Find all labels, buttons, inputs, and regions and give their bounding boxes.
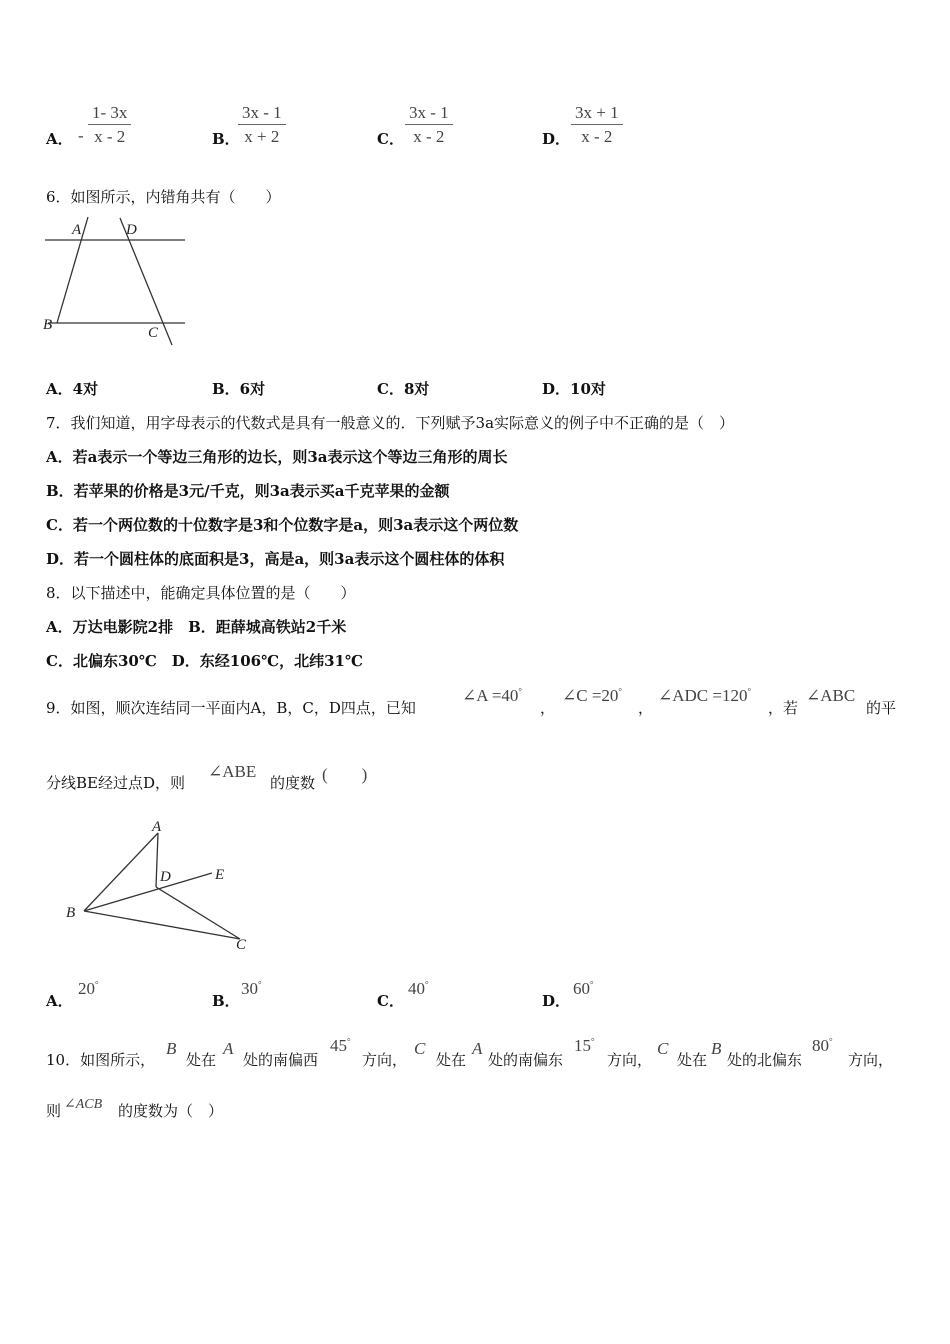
q6-option-b: B．6对 — [212, 380, 266, 398]
q10-text-9: 方向， — [848, 1051, 894, 1069]
q10-text-7: 处在 — [677, 1051, 708, 1069]
q9-label-b: B — [66, 905, 76, 921]
q9-figure — [60, 815, 260, 955]
q5-option-d-numerator: 3x + 1 — [571, 102, 623, 125]
q7-option-b: B．若苹果的价格是3元/千克，则3a表示买a千克苹果的金额 — [46, 482, 450, 500]
q6-label-c: C — [148, 325, 159, 341]
q9-label-e: E — [215, 867, 225, 883]
q9-option-b-value: 30° — [241, 979, 262, 998]
q8-options-line2: C．北偏东30℃ D．东经106℃，北纬31℃ — [46, 652, 363, 670]
q10-point-a-1: A — [223, 1039, 234, 1058]
q5-option-a-numerator: 1- 3x — [88, 102, 131, 125]
q5-option-d-denominator: x - 2 — [581, 127, 613, 146]
q10-angle-acb: ∠ACB — [64, 1097, 103, 1112]
q9-option-d-letter: D． — [542, 992, 571, 1010]
q5-option-b-denominator: x + 2 — [244, 127, 280, 146]
q5-option-c-letter: C． — [377, 130, 404, 148]
q10-degree-1: 45° — [330, 1036, 351, 1055]
q7-option-a: A．若a表示一个等边三角形的边长，则3a表示这个等边三角形的周长 — [46, 448, 508, 466]
q9-angle-abc: ∠ABC — [806, 686, 856, 705]
q6-figure — [40, 215, 190, 350]
q10-text-2: 处的南偏西 — [243, 1051, 319, 1069]
q9-label-c: C — [236, 937, 247, 953]
q9-angle-abe: ∠ABE — [208, 762, 257, 781]
q5-option-d-letter: D． — [542, 130, 571, 148]
q6-stem: 6．如图所示，内错角共有（ ） — [46, 188, 281, 206]
q6-label-b: B — [43, 317, 53, 333]
q9-label-a: A — [152, 819, 162, 835]
q5-option-b-fraction — [238, 102, 286, 149]
q9-line2-end: 的度数 — [270, 774, 316, 792]
q10-text-3: 方向， — [362, 1051, 408, 1069]
q9-option-c-value: 40° — [408, 979, 429, 998]
q6-option-a: A．4对 — [46, 380, 99, 398]
q8-stem: 8．以下描述中，能确定具体位置的是（ ） — [46, 584, 356, 602]
q10-point-b-1: B — [166, 1039, 177, 1058]
q9-angle-adc: ∠ADC =120° — [658, 686, 752, 705]
q6-label-d: D — [126, 222, 137, 238]
q9-comma-1: ， — [540, 699, 556, 717]
q9-angle-a: ∠A =40° — [462, 686, 523, 705]
q10-text-1: 处在 — [186, 1051, 217, 1069]
q6-label-a: A — [72, 222, 82, 238]
q5-option-a-sign: - — [78, 126, 84, 145]
q5-option-c-fraction — [405, 102, 453, 149]
q10-line2-start: 则 — [46, 1102, 62, 1120]
q5-option-a-letter: A． — [46, 130, 73, 148]
q5-option-a-fraction — [88, 102, 131, 149]
q5-option-c-denominator: x - 2 — [413, 127, 445, 146]
q10-degree-2: 15° — [574, 1036, 595, 1055]
q9-line-ba — [84, 833, 158, 911]
q10-degree-3: 80° — [812, 1036, 833, 1055]
q6-option-c: C．8对 — [377, 380, 430, 398]
q9-line-ad — [156, 833, 158, 887]
q10-point-c-2: C — [657, 1039, 669, 1058]
q9-option-a-value: 20° — [78, 979, 99, 998]
q9-intro: 9．如图，顺次连结同一平面内A，B，C，D四点，已知 — [46, 699, 416, 717]
q10-text-8: 处的北偏东 — [727, 1051, 803, 1069]
q10-point-a-2: A — [472, 1039, 483, 1058]
q9-option-c-letter: C． — [377, 992, 404, 1010]
q5-option-d-fraction — [571, 102, 623, 149]
q9-option-b-letter: B． — [212, 992, 240, 1010]
q5-option-b-letter: B． — [212, 130, 240, 148]
q10-point-b-2: B — [711, 1039, 722, 1058]
q10-number: 10．如图所示， — [46, 1051, 156, 1069]
q9-label-d: D — [160, 869, 171, 885]
q5-option-a-denominator: x - 2 — [94, 127, 126, 146]
q8-options-line1: A．万达电影院2排 B．距薛城高铁站2千米 — [46, 618, 347, 636]
q9-option-d-value: 60° — [573, 979, 594, 998]
q10-line2-end: 的度数为（ ） — [118, 1102, 224, 1120]
q9-paren: ( ) — [322, 765, 368, 784]
q7-stem: 7．我们知道，用字母表示的代数式是具有一般意义的．下列赋予3a实际意义的例子中不正确的是（ ） — [46, 414, 735, 432]
q10-point-c-1: C — [414, 1039, 426, 1058]
q9-line2-start: 分线BE经过点D，则 — [46, 774, 185, 792]
q9-line-be — [84, 873, 212, 911]
q5-option-b-numerator: 3x - 1 — [238, 102, 286, 125]
q10-text-5: 处的南偏东 — [488, 1051, 564, 1069]
q9-tail: 的平 — [866, 699, 897, 717]
q5-option-c-numerator: 3x - 1 — [405, 102, 453, 125]
q9-comma-2: ， — [638, 699, 654, 717]
q7-option-c: C．若一个两位数的十位数字是3和个位数字是a，则3a表示这个两位数 — [46, 516, 519, 534]
q6-option-d: D．10对 — [542, 380, 606, 398]
q7-option-d: D．若一个圆柱体的底面积是3，高是a，则3a表示这个圆柱体的体积 — [46, 550, 505, 568]
q9-angle-c: ∠C =20° — [562, 686, 623, 705]
q9-if-text: ，若 — [768, 699, 799, 717]
q10-text-6: 方向， — [607, 1051, 653, 1069]
q9-option-a-letter: A． — [46, 992, 73, 1010]
q10-text-4: 处在 — [436, 1051, 467, 1069]
